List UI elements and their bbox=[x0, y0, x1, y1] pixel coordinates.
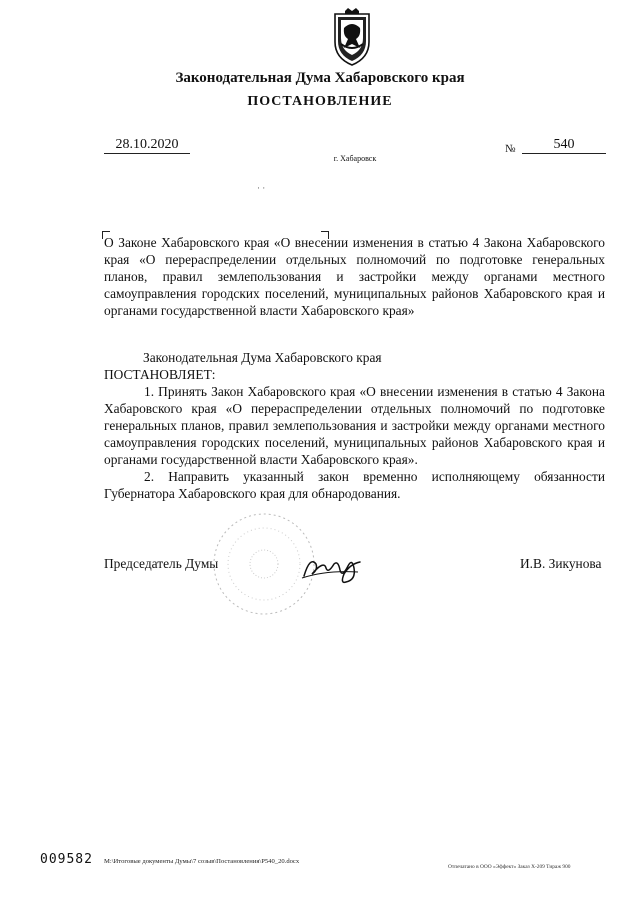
organization-title: Законодательная Дума Хабаровского края bbox=[175, 70, 465, 86]
document-number: 540 bbox=[522, 137, 606, 154]
document-type: ПОСТАНОВЛЕНИЕ bbox=[247, 94, 393, 109]
resolves-heading: ПОСТАНОВЛЯЕТ: bbox=[104, 367, 216, 382]
resolution-body bbox=[104, 383, 605, 502]
document-date: 28.10.2020 bbox=[104, 137, 190, 154]
paragraph-2: 2. Направить указанный закон временно исполняющему обязанности Губернатора Хабаровского края для обнародования. bbox=[104, 469, 605, 501]
signature-position: Председатель Думы bbox=[104, 556, 219, 571]
footer-document-number: 009582 bbox=[40, 852, 93, 867]
signer-name: И.В. Зикунова bbox=[520, 556, 602, 571]
number-label: № bbox=[505, 143, 516, 155]
duma-line: Законодательная Дума Хабаровского края bbox=[143, 350, 382, 365]
city-label: г. Хабаровск bbox=[333, 154, 377, 163]
paragraph-1: 1. Принять Закон Хабаровского края «О внесении изменения в статью 4 Закона Хабаровского края «О перераспределении отдельных полномочий по подготовке генеральных планов, правил землепользования и застройки между органами местного самоуправления городских поселений, муниципальных районов Хабаровского края и органами государственной власти Хабаровского края». bbox=[104, 384, 605, 467]
footer-print-info: Отпечатано в ООО «Эффект» Заказ Х-209 Тираж 900 bbox=[448, 864, 571, 870]
document-title: О Законе Хабаровского края «О внесении изменения в статью 4 Закона Хабаровского края «О перераспределении отдельных полномочий по подготовке генеральных планов, правил землепользования и застройки между органами местного самоуправления городских поселений, муниципальных районов Хабаровского края и органами государственной власти Хабаровского края» bbox=[104, 235, 605, 318]
scan-speck: · · bbox=[257, 183, 266, 193]
footer-file-path: М:\Итоговые документы Думы\7 созыв\Постановления\Р540_20.docx bbox=[104, 858, 300, 865]
coat-of-arms-icon bbox=[329, 8, 375, 68]
handwritten-signature-icon bbox=[296, 550, 368, 586]
